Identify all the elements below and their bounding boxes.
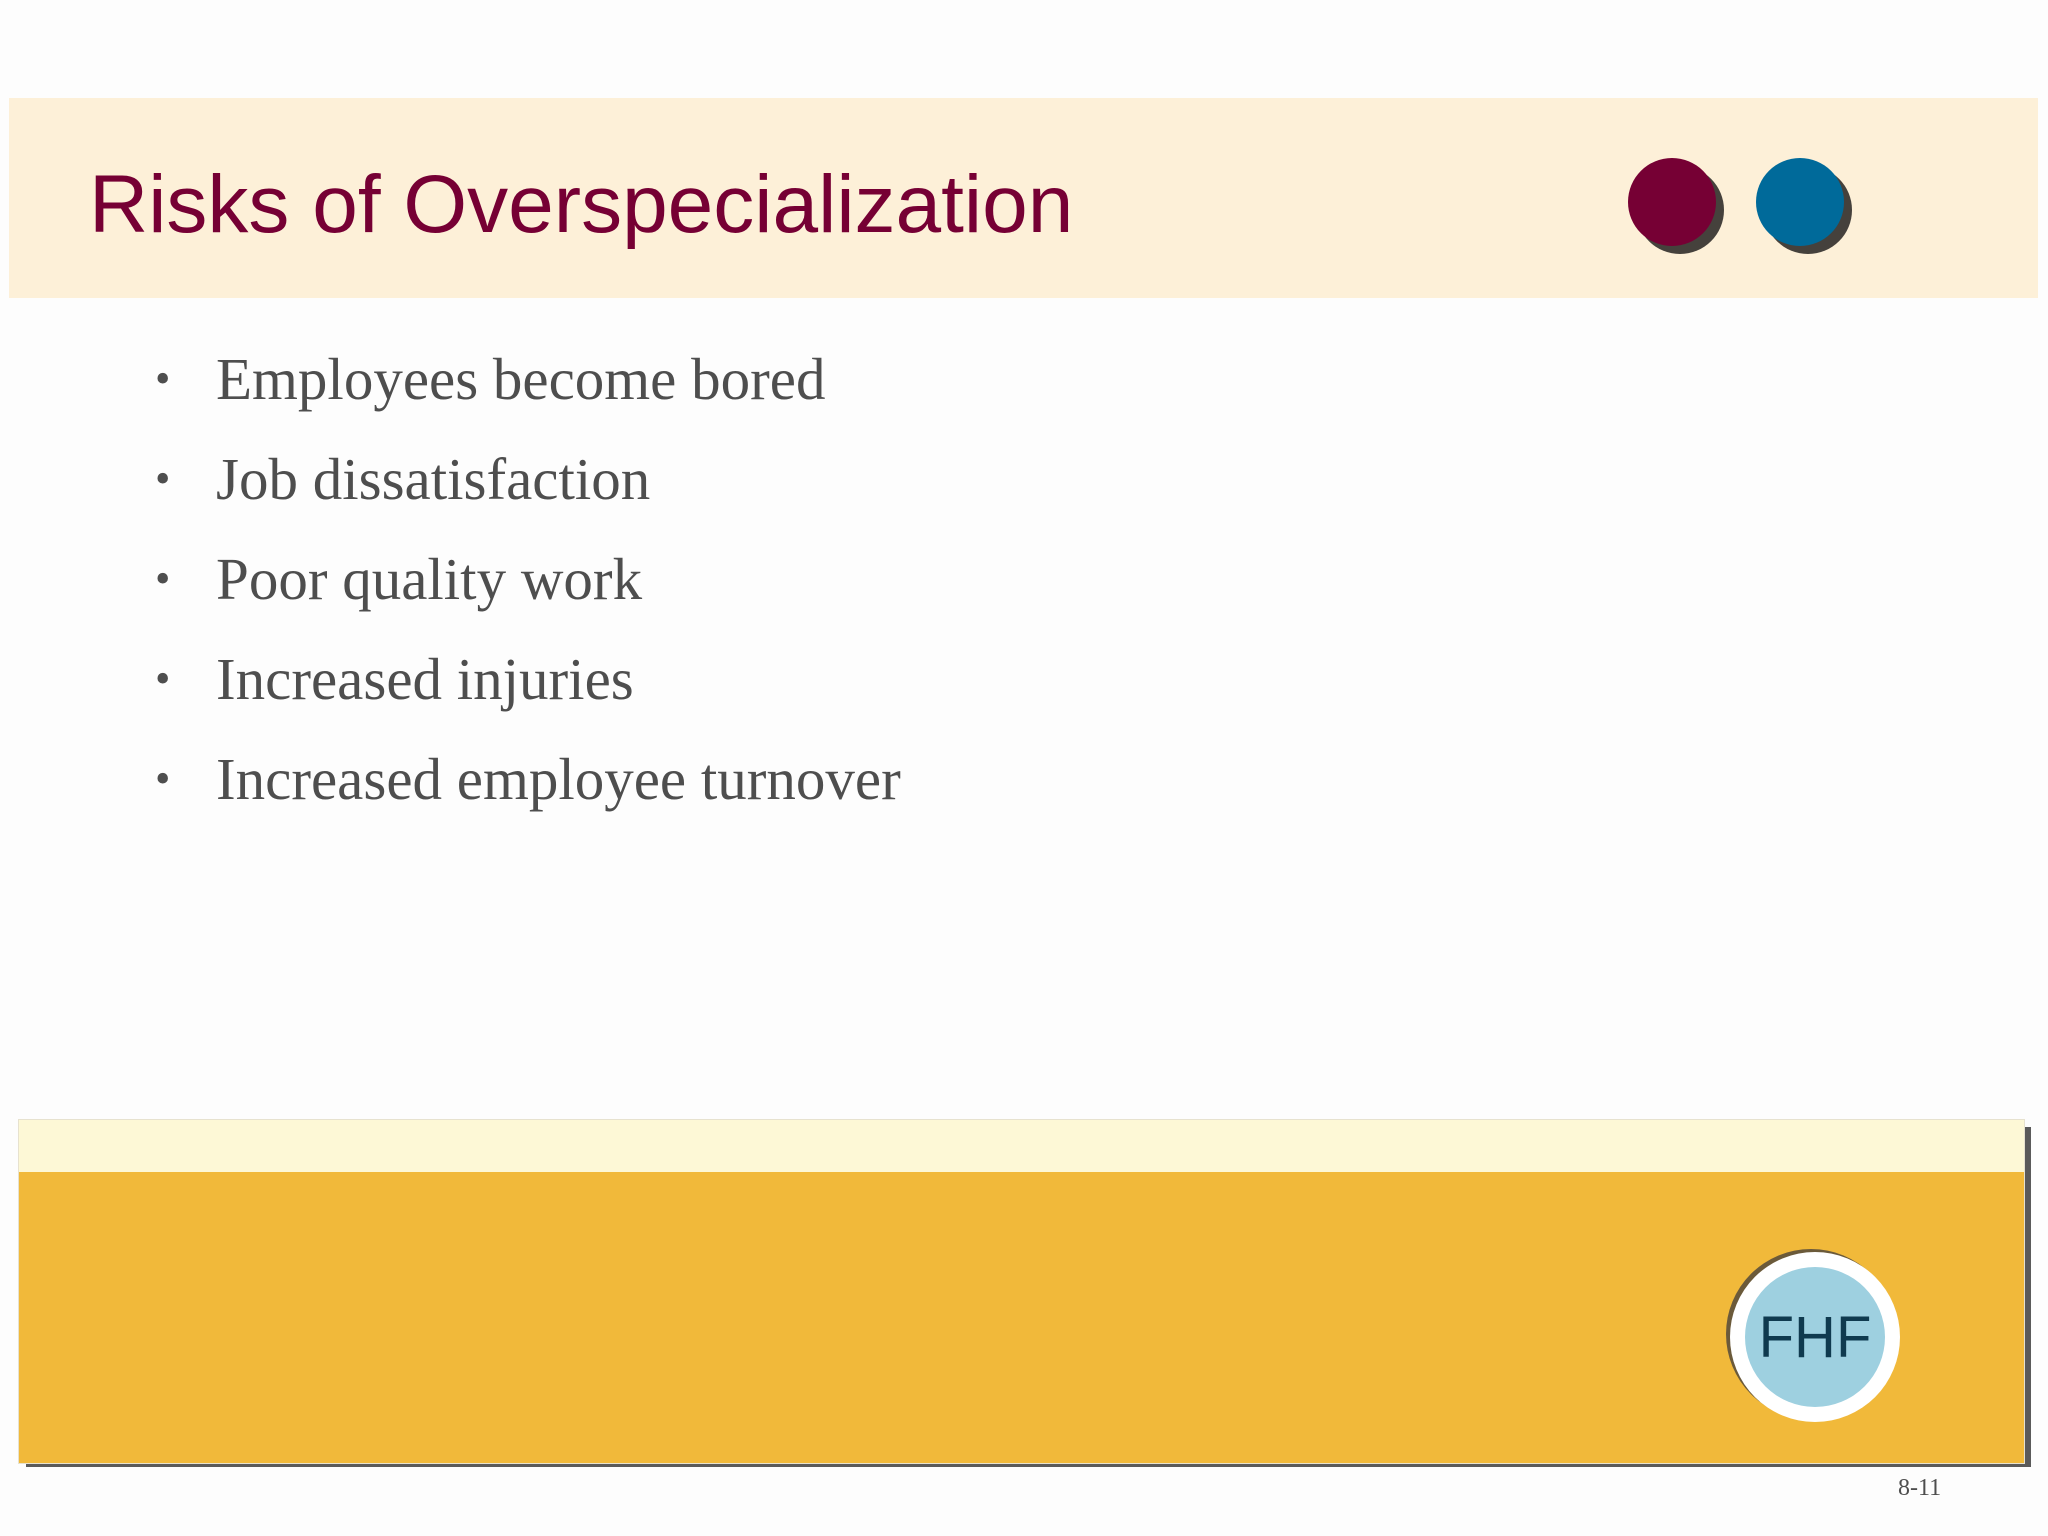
footer-band <box>18 1119 2025 1464</box>
bullet-text: Poor quality work <box>216 546 643 612</box>
bullet-icon: • <box>155 754 171 803</box>
logo-text: FHF <box>1745 1267 1885 1407</box>
bullet-item <box>155 435 901 535</box>
footer-highlight-strip <box>19 1120 2024 1172</box>
bullet-text: Job dissatisfaction <box>216 446 651 512</box>
bullet-text: Increased employee turnover <box>216 746 901 812</box>
bullet-icon: • <box>155 454 171 503</box>
bullet-text: Employees become bored <box>216 346 826 412</box>
bullet-text: Increased injuries <box>216 646 634 712</box>
bullet-item <box>155 335 901 435</box>
bullet-list <box>155 335 901 835</box>
bullet-item <box>155 735 901 835</box>
bullet-icon: • <box>155 354 171 403</box>
slide-title: Risks of Overspecialization <box>89 159 1074 250</box>
bullet-icon: • <box>155 554 171 603</box>
maroon-circle-icon <box>1628 158 1716 246</box>
page-number: 8-11 <box>1898 1475 1942 1501</box>
bullet-icon: • <box>155 654 171 703</box>
blue-circle-icon <box>1756 158 1844 246</box>
bullet-item <box>155 535 901 635</box>
bullet-item <box>155 635 901 735</box>
fhf-logo-icon <box>1730 1252 1900 1422</box>
